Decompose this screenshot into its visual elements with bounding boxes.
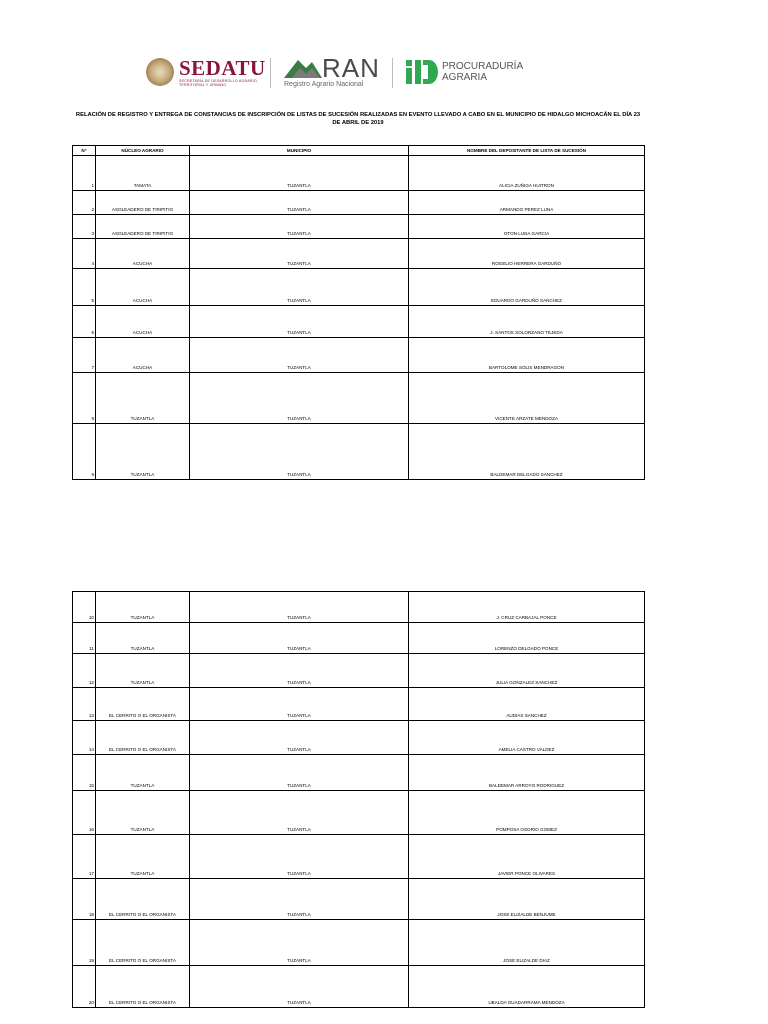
header-number: N° [73, 146, 96, 156]
table-row [73, 791, 645, 835]
row-municipio: TUZANTLA [190, 879, 409, 920]
row-nucleo-agrario: ACUCHA [96, 338, 190, 373]
row-nucleo-agrario: TAMATA [96, 156, 190, 191]
sedatu-subtitle: SECRETARÍA DE DESARROLLO AGRARIO, TERRITORIAL Y URBANO [179, 79, 259, 88]
row-nucleo-agrario: TUZANTLA [96, 835, 190, 879]
row-municipio: TUZANTLA [190, 306, 409, 338]
row-municipio: TUZANTLA [190, 239, 409, 269]
row-municipio: TUZANTLA [190, 215, 409, 239]
row-municipio: TUZANTLA [190, 721, 409, 755]
row-nombre: J. CRUZ CARBAJAL PONCE [409, 592, 645, 623]
row-nucleo-agrario: TUZANTLA [96, 654, 190, 688]
table-header-row [73, 146, 645, 156]
row-municipio: TUZANTLA [190, 424, 409, 480]
document-title: RELACIÓN DE REGISTRO Y ENTREGA DE CONSTANCIAS DE INSCRIPCIÓN DE LISTAS DE SUCESIÓN REALIZADAS EN EVENTO LLEVADO A CABO EN EL MUNICIPIO DE HIDALGO MICHOACÁN EL DÍA 23 DE ABRIL DE 2019 [75, 112, 641, 126]
row-number: 5 [73, 269, 96, 306]
row-nombre: ARMANDO PEREZ LUNA [409, 191, 645, 215]
ran-mountain-icon [282, 54, 324, 80]
row-municipio: TUZANTLA [190, 191, 409, 215]
row-municipio: TUZANTLA [190, 791, 409, 835]
coat-of-arms-icon [146, 58, 174, 86]
row-nucleo-agrario: EL CERRITO O EL ORGANISTA [96, 920, 190, 966]
row-nucleo-agrario: TUZANTLA [96, 791, 190, 835]
row-municipio: TUZANTLA [190, 654, 409, 688]
table-row [73, 623, 645, 654]
procuraduria-wordmark: PROCURADURÍA AGRARIA [442, 61, 524, 83]
row-municipio: TUZANTLA [190, 373, 409, 424]
row-number: 4 [73, 239, 96, 269]
row-number: 3 [73, 215, 96, 239]
row-municipio: TUZANTLA [190, 755, 409, 791]
row-municipio: TUZANTLA [190, 269, 409, 306]
row-number: 15 [73, 755, 96, 791]
table-row [73, 920, 645, 966]
row-number: 19 [73, 920, 96, 966]
row-nucleo-agrario: EL CERRITO O EL ORGANISTA [96, 966, 190, 1008]
row-municipio: TUZANTLA [190, 920, 409, 966]
row-nombre: OTON LUNA GARCIA [409, 215, 645, 239]
row-number: 11 [73, 623, 96, 654]
table-row [73, 306, 645, 338]
row-number: 12 [73, 654, 96, 688]
row-nucleo-agrario: TUZANTLA [96, 373, 190, 424]
row-nombre: UBALDA GUADARRAMA MENDOZA [409, 966, 645, 1008]
row-number: 10 [73, 592, 96, 623]
row-nombre: JULIA GONZALEZ SANCHEZ [409, 654, 645, 688]
row-nucleo-agrario: TUZANTLA [96, 755, 190, 791]
sedatu-wordmark: SEDATU [179, 56, 266, 80]
row-number: 8 [73, 373, 96, 424]
row-nombre: ALICIA ZUÑIGA HUITRON [409, 156, 645, 191]
registry-table [72, 145, 645, 480]
row-number: 14 [73, 721, 96, 755]
row-nucleo-agrario: TUZANTLA [96, 623, 190, 654]
table-row [73, 966, 645, 1008]
table-row [73, 373, 645, 424]
sedatu-logo [146, 56, 264, 90]
row-nombre: JAVIER PONCE OLIVARES [409, 835, 645, 879]
row-municipio: TUZANTLA [190, 688, 409, 721]
row-municipio: TUZANTLA [190, 592, 409, 623]
header-logos [146, 52, 536, 92]
row-nombre: POMPOSA OSORIO GOMEZ [409, 791, 645, 835]
row-nucleo-agrario: EL CERRITO O EL ORGANISTA [96, 688, 190, 721]
row-number: 2 [73, 191, 96, 215]
header-municipio: MUNICIPIO [190, 146, 409, 156]
row-nombre: BALDEMAR ARROYO RODRIGUEZ [409, 755, 645, 791]
table-row [73, 654, 645, 688]
table-row [73, 191, 645, 215]
procuraduria-logo [406, 58, 538, 88]
row-nucleo-agrario: EL CERRITO O EL ORGANISTA [96, 721, 190, 755]
row-number: 7 [73, 338, 96, 373]
table-row [73, 835, 645, 879]
table-row [73, 755, 645, 791]
row-municipio: TUZANTLA [190, 156, 409, 191]
table-row [73, 688, 645, 721]
ran-wordmark: RAN [322, 53, 380, 83]
header-nombre-depositante: NOMBRE DEL DEPOSITANTE DE LISTA DE SUCESIÓN [409, 146, 645, 156]
row-nombre: VICENTE ARZATE MENDOZA [409, 373, 645, 424]
row-nombre: LORENZO DELGADO PONCE [409, 623, 645, 654]
row-nucleo-agrario: EL CERRITO O EL ORGANISTA [96, 879, 190, 920]
row-nombre: EDUARDO GARDUÑO SANCHEZ [409, 269, 645, 306]
table-row [73, 721, 645, 755]
table-row [73, 592, 645, 623]
row-municipio: TUZANTLA [190, 966, 409, 1008]
procuraduria-mark-icon [406, 60, 438, 84]
row-number: 18 [73, 879, 96, 920]
row-nucleo-agrario: TUZANTLA [96, 424, 190, 480]
row-nombre: AUDIAS SANCHEZ [409, 688, 645, 721]
table-row [73, 879, 645, 920]
table-body [73, 156, 645, 480]
row-number: 1 [73, 156, 96, 191]
row-municipio: TUZANTLA [190, 835, 409, 879]
row-nombre: ROGELIO HERRERA GARDUÑO [409, 239, 645, 269]
row-nombre: BARTOLOME SOLIS MENDRAGON [409, 338, 645, 373]
row-nucleo-agrario: TUZANTLA [96, 592, 190, 623]
row-number: 16 [73, 791, 96, 835]
ran-subtitle: Registro Agrario Nacional [284, 81, 364, 88]
ran-logo [282, 54, 382, 92]
row-number: 13 [73, 688, 96, 721]
logo-divider [392, 58, 393, 88]
row-nucleo-agrario: ACUCHA [96, 269, 190, 306]
row-municipio: TUZANTLA [190, 338, 409, 373]
row-nucleo-agrario: ACUCHA [96, 239, 190, 269]
row-nombre: J. SANTOS SOLORZANO TEJEDA [409, 306, 645, 338]
row-nucleo-agrario: ASOLEADERO DE TIRIPITIO [96, 215, 190, 239]
table-row [73, 215, 645, 239]
row-nucleo-agrario: ACUCHA [96, 306, 190, 338]
row-municipio: TUZANTLA [190, 623, 409, 654]
registry-table-continued [72, 591, 645, 1008]
row-nombre: AMELIA CASTRO VALDEZ [409, 721, 645, 755]
table-body [73, 592, 645, 1008]
row-number: 20 [73, 966, 96, 1008]
row-number: 9 [73, 424, 96, 480]
row-nucleo-agrario: ASOLEADERO DE TIRIPITIO [96, 191, 190, 215]
logo-divider [270, 58, 271, 88]
table-row [73, 338, 645, 373]
table-row [73, 269, 645, 306]
row-nombre: JOSE ELIZALDE DIAZ [409, 920, 645, 966]
header-nucleo-agrario: NÚCLEO AGRARIO [96, 146, 190, 156]
row-number: 6 [73, 306, 96, 338]
row-number: 17 [73, 835, 96, 879]
table-row [73, 156, 645, 191]
table-row [73, 239, 645, 269]
row-nombre: JOSE ELIZALDE BENJUME [409, 879, 645, 920]
table-row [73, 424, 645, 480]
row-nombre: BALDEMAR DELGADO SANCHEZ [409, 424, 645, 480]
